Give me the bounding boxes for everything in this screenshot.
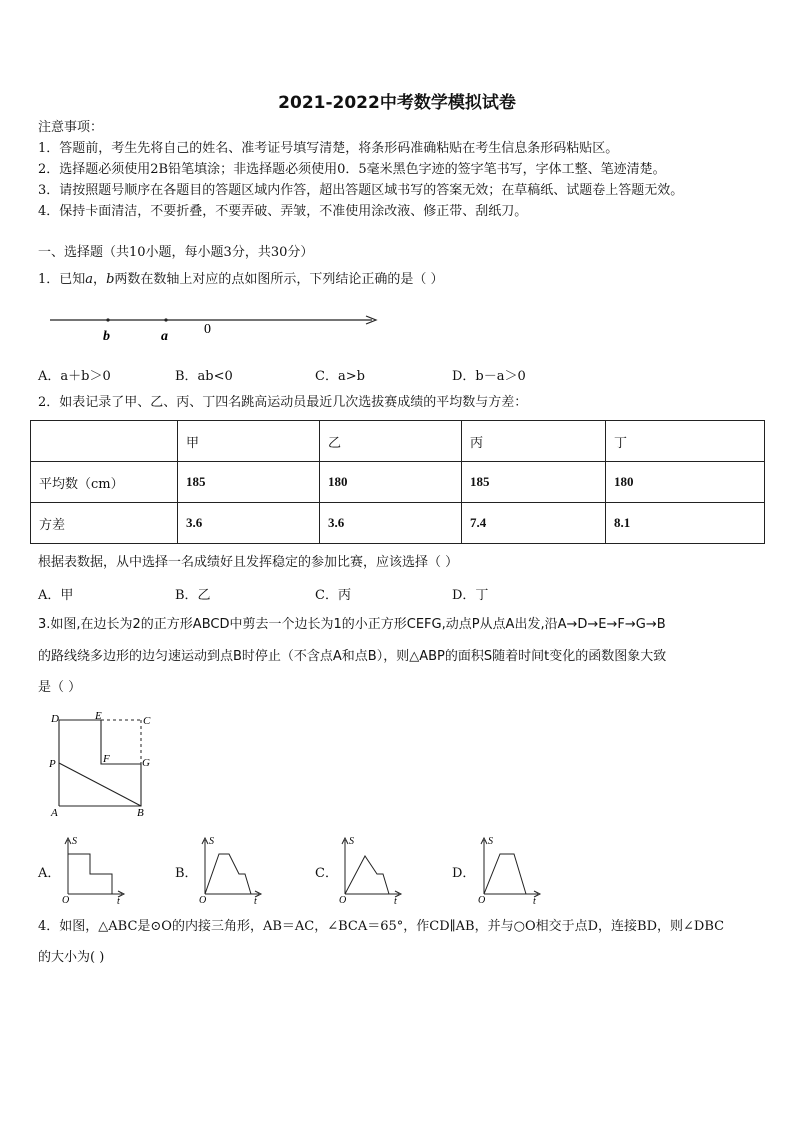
axis-t: t — [533, 896, 536, 904]
table-cell: 3.6 — [178, 503, 320, 544]
table-cell: 平均数（cm） — [31, 462, 178, 503]
question-3-line1: 3.如图,在边长为2的正方形ABCD中剪去一个边长为1的小正方形CEFG,动点P从点A出发,沿A→D→E→F→G→B — [38, 617, 666, 632]
notice-item: 3．请按照题号顺序在各题目的答题区域内作答，超出答题区域书写的答案无效；在草稿纸、试题卷上答题无效。 — [38, 183, 684, 198]
label-d: D — [51, 713, 59, 725]
question-2-ask: 根据表数据，从中选择一名成绩好且发挥稳定的参加比赛，应该选择（ ） — [38, 555, 459, 570]
question-3-line3: 是（ ） — [38, 680, 82, 695]
score-table — [30, 420, 765, 544]
label-e: E — [95, 710, 102, 722]
table-cell: 7.4 — [462, 503, 606, 544]
axis-t: t — [117, 896, 120, 904]
table-cell: 180 — [606, 462, 765, 503]
q1-prefix: 1．已知 — [38, 272, 86, 287]
segment-pb — [59, 763, 141, 806]
q3-option-c[interactable]: C． — [315, 866, 338, 881]
table-cell: 185 — [462, 462, 606, 503]
question-3-line2: 的路线绕多边形的边匀速运动到点B时停止（不含点A和点B），则△ABP的面积S随着时间t变化的函数图象大致 — [38, 649, 667, 664]
q1-option-d[interactable]: D．b－a＞0 — [452, 369, 526, 384]
question-2-stem: 2．如表记录了甲、乙、丙、丁四名跳高运动员最近几次选拔赛成绩的平均数与方差： — [38, 395, 528, 410]
q3-option-a[interactable]: A． — [38, 866, 61, 881]
figure-outline — [59, 720, 141, 806]
label-c: C — [143, 715, 151, 727]
q2-option-b[interactable]: B．乙 — [175, 588, 211, 603]
q1-var-a: a — [85, 272, 94, 287]
q3-option-d[interactable]: D． — [452, 866, 476, 881]
q3-graph-d[interactable] — [476, 832, 546, 904]
point-b — [106, 318, 109, 321]
question-1-stem — [38, 270, 444, 290]
axis-o: O — [339, 895, 347, 904]
q1-option-a[interactable]: A．a＋b＞0 — [38, 369, 111, 384]
table-header-cell: 乙 — [320, 421, 462, 462]
table-cell: 方差 — [31, 503, 178, 544]
table-cell: 8.1 — [606, 503, 765, 544]
q1-suffix: 两数在数轴上对应的点如图所示，下列结论正确的是（ ） — [114, 272, 444, 287]
table-header-cell: 丁 — [606, 421, 765, 462]
table-cell: 185 — [178, 462, 320, 503]
q2-option-a[interactable]: A．甲 — [38, 588, 74, 603]
axis-o: O — [62, 895, 70, 904]
label-b: B — [137, 807, 144, 819]
table-cell: 3.6 — [320, 503, 462, 544]
label-a: a — [161, 329, 168, 344]
label-f: F — [103, 753, 110, 765]
notice-item: 1．答题前，考生先将自己的姓名、准考证号填写清楚，将条形码准确粘贴在考生信息条形码粘贴区。 — [38, 141, 619, 156]
q1-var-b: b — [106, 272, 115, 287]
q2-option-c[interactable]: C．丙 — [315, 588, 351, 603]
number-line-figure — [40, 305, 390, 350]
axis-s: S — [488, 836, 493, 847]
table-header-cell — [31, 421, 178, 462]
q3-option-b[interactable]: B． — [175, 866, 198, 881]
page-title: 2021-2022中考数学模拟试卷 — [278, 93, 516, 113]
table-header-row — [31, 421, 765, 462]
q1-option-c[interactable]: C．a>b — [315, 369, 365, 384]
axis-s: S — [72, 836, 77, 847]
axis-t: t — [254, 896, 257, 904]
square-figure — [45, 708, 165, 820]
table-row — [31, 503, 765, 544]
label-a: A — [51, 807, 58, 819]
label-b: b — [103, 329, 110, 344]
label-p: P — [49, 758, 56, 770]
table-cell: 180 — [320, 462, 462, 503]
question-4-line1: 4．如图，△ABC是⊙O的内接三角形，AB＝AC，∠BCA＝65°，作CD∥AB，并与○O相交于点D，连接BD，则∠DBC — [38, 919, 725, 934]
axis-s: S — [209, 836, 214, 847]
q1-sep: ， — [93, 272, 107, 287]
table-row — [31, 462, 765, 503]
q1-option-b[interactable]: B．ab<0 — [175, 369, 233, 384]
notice-item: 4．保持卡面清洁，不要折叠，不要弄破、弄皱，不准使用涂改液、修正带、刮纸刀。 — [38, 204, 528, 219]
q3-graph-b[interactable] — [197, 832, 267, 904]
notice-item: 2．选择题必须使用2B铅笔填涂；非选择题必须使用0．5毫米黑色字迹的签字笔书写，字体工整、笔迹清楚。 — [38, 162, 666, 177]
notice-heading: 注意事项： — [38, 120, 104, 135]
point-a — [164, 318, 167, 321]
axis-t: t — [394, 896, 397, 904]
q3-graph-a[interactable] — [60, 832, 130, 904]
label-g: G — [142, 757, 150, 769]
axis-o: O — [478, 895, 486, 904]
axis-o: O — [199, 895, 207, 904]
label-zero: 0 — [204, 322, 211, 337]
axis-s: S — [349, 836, 354, 847]
section-heading: 一、选择题（共10小题，每小题3分，共30分） — [38, 245, 314, 260]
q3-graph-c[interactable] — [337, 832, 407, 904]
q2-option-d[interactable]: D．丁 — [452, 588, 489, 603]
question-4-line2: 的大小为( ) — [38, 950, 105, 965]
table-header-cell: 甲 — [178, 421, 320, 462]
table-header-cell: 丙 — [462, 421, 606, 462]
